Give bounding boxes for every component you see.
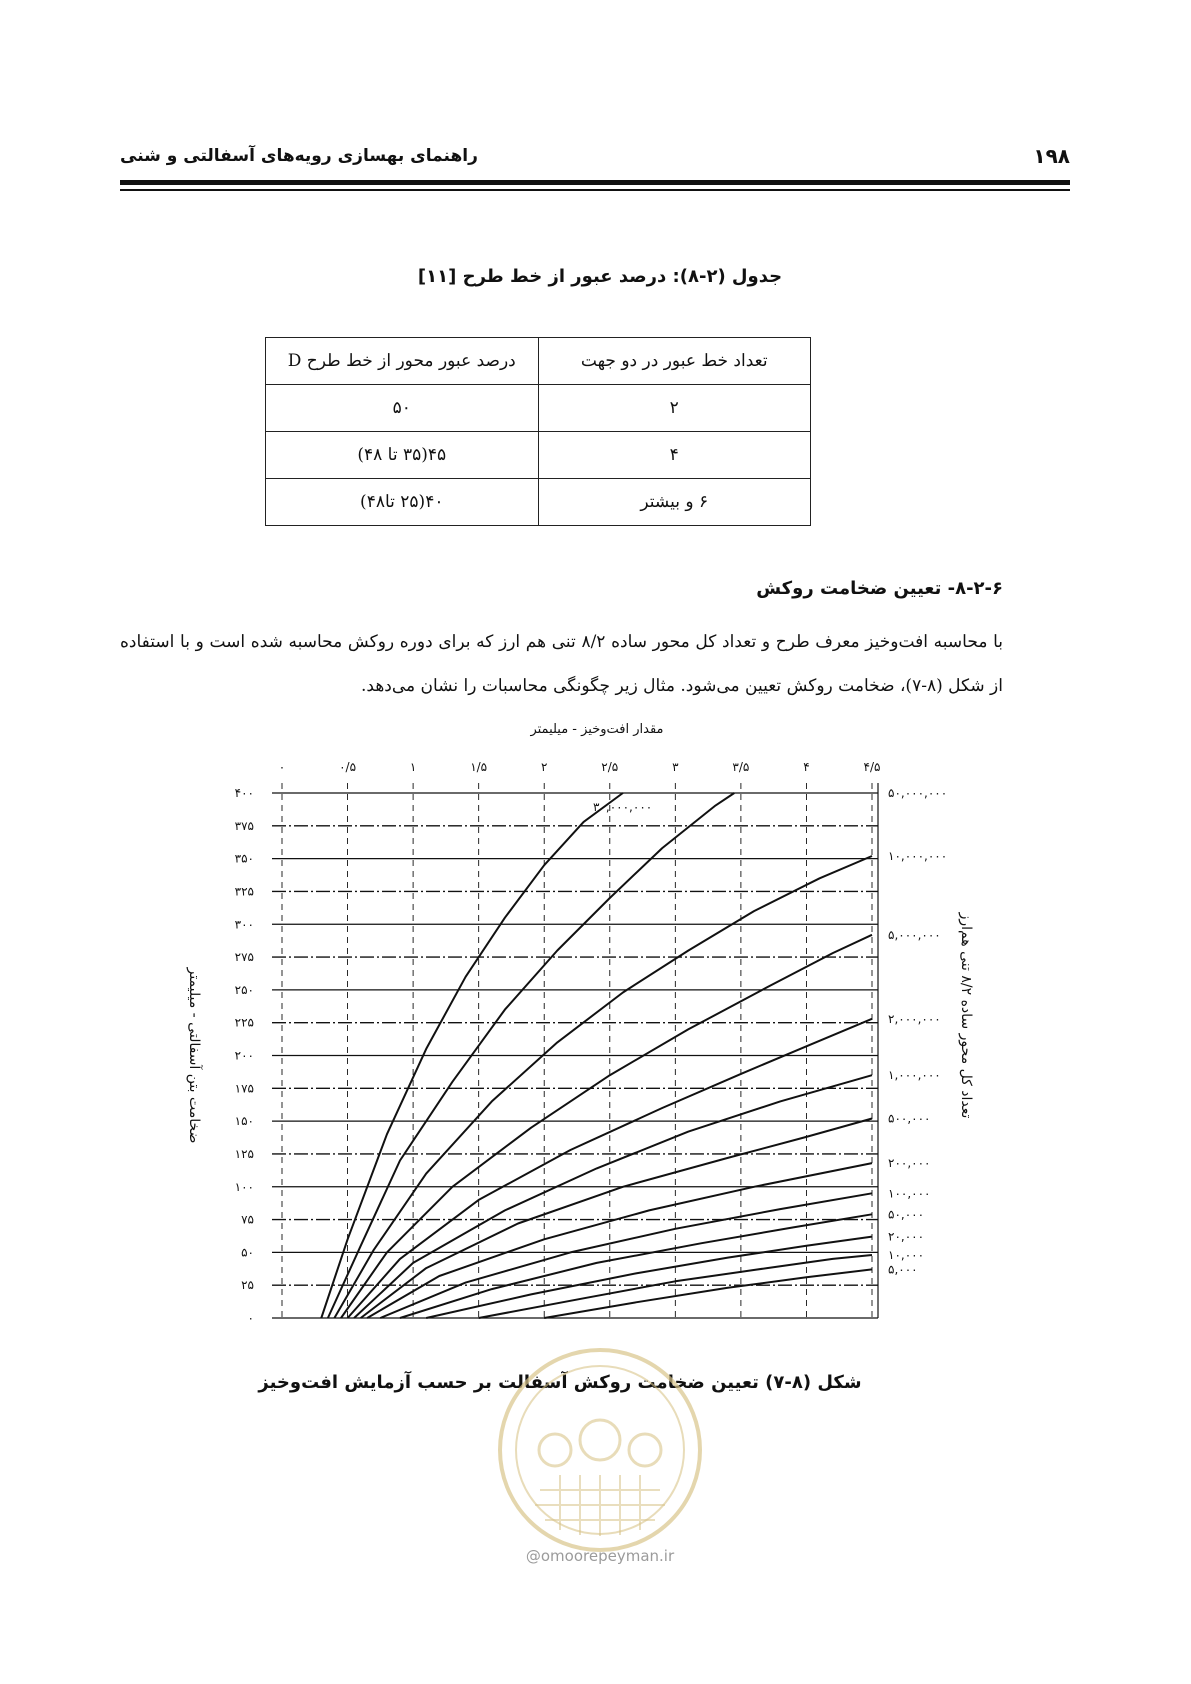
x-tick-label: ۴ <box>803 760 810 774</box>
series-label: ۵,۰۰۰ <box>888 1262 918 1277</box>
x-tick-label: ۱/۵ <box>470 760 488 774</box>
section-heading: ۸-۲-۶- تعیین ضخامت روکش <box>756 578 1003 599</box>
y-axis-title: ضخامت بتن آسفالتی - میلیمتر <box>186 967 202 1144</box>
y-tick-label: ۴۰۰ <box>234 786 254 800</box>
series-label: ۱۰,۰۰۰ <box>888 1248 925 1262</box>
page-number: ۱۹۸ <box>1033 144 1070 168</box>
x-tick-label: ۲/۵ <box>601 760 619 774</box>
y-tick-label: ۲۵ <box>241 1278 254 1293</box>
x-tick-label: ۴/۵ <box>863 760 881 774</box>
x-axis-title: مقدار افت‌وخیز - میلیمتر <box>530 722 664 737</box>
x-tick-label: ۱ <box>409 760 417 774</box>
y-tick-label: ۱۰۰ <box>234 1179 254 1194</box>
y-tick-label: ۵۰ <box>241 1245 254 1260</box>
x-tick-label: ۲ <box>540 760 548 774</box>
series-label: ۲۰۰,۰۰۰ <box>888 1156 931 1171</box>
y-tick-label: ۲۲۵ <box>234 1015 254 1030</box>
series-label: ۱۰۰,۰۰۰ <box>888 1186 931 1201</box>
series-line <box>479 1255 872 1318</box>
y-tick-label: ۲۷۵ <box>234 950 254 965</box>
x-tick-label: ۳ <box>672 760 679 774</box>
y-tick-label: ۳۵۰ <box>234 851 254 866</box>
series-label: ۵۰,۰۰۰,۰۰۰ <box>888 786 948 800</box>
series-label: ۲,۰۰۰,۰۰۰ <box>888 1011 941 1026</box>
table-caption: جدول (۲-۸): درصد عبور از خط طرح [۱۱] <box>417 266 783 287</box>
series-line <box>361 1119 872 1319</box>
y-tick-label: ۰ <box>247 1311 254 1325</box>
stamp-logo <box>480 1340 720 1560</box>
y-tick-label: ۱۵۰ <box>234 1114 254 1129</box>
y-tick-label: ۱۷۵ <box>234 1081 254 1096</box>
series-label: ۳۰,۰۰۰,۰۰۰ <box>593 800 653 814</box>
x-tick-label: ۰ <box>278 760 286 774</box>
x-tick-label: ۰/۵ <box>339 760 357 774</box>
table-cell: ۲ <box>538 385 811 432</box>
series-label: ۵,۰۰۰,۰۰۰ <box>888 927 941 942</box>
y-tick-label: ۳۰۰ <box>234 917 254 932</box>
series-label: ۱,۰۰۰,۰۰۰ <box>888 1068 941 1083</box>
watermark-url: @omoorepeyman.ir <box>525 1547 675 1565</box>
y-tick-label: ۱۲۵ <box>234 1146 254 1161</box>
x-tick-label: ۳/۵ <box>732 760 750 774</box>
figure-caption: شکل (۸-۷) تعیین ضخامت روکش آسفالت بر حسب آزمایش افت‌وخیز <box>258 1372 862 1393</box>
y-tick-label: ۲۰۰ <box>234 1048 254 1063</box>
right-axis-title: تعداد کل محور ساده ۸/۲ تنی هم‌ارز <box>958 912 974 1119</box>
table-cell: ۴۵(۳۵ تا ۴۸) <box>266 432 539 479</box>
y-tick-label: ۲۵۰ <box>234 982 254 997</box>
series-label: ۵۰,۰۰۰ <box>888 1207 925 1222</box>
table-cell: ۵۰ <box>266 385 539 432</box>
table-header-cell: درصد عبور محور از خط طرح D <box>266 338 539 385</box>
y-tick-label: ۳۷۵ <box>234 818 254 833</box>
series-label: ۱۰,۰۰۰,۰۰۰ <box>888 849 948 863</box>
table-cell: ۴ <box>538 432 811 479</box>
series-label: ۵۰۰,۰۰۰ <box>888 1111 931 1126</box>
table-header-cell: تعداد خط عبور در دو جهت <box>538 338 811 385</box>
section-paragraph: با محاسبه افت‌وخیز معرف طرح و تعداد کل محور ساده ۸/۲ تنی هم ارز که برای دوره روکش محاسبه شده است و با استفاده از شکل (۸-۷)، ضخامت روکش تعیین می‌شود. مثال زیر چگونگی محاسبات را نشان می‌دهد. <box>120 632 1003 696</box>
table-cell: ۶ و بیشتر <box>538 479 811 526</box>
y-tick-label: ۷۵ <box>241 1212 254 1227</box>
series-label: ۲۰,۰۰۰ <box>888 1229 925 1244</box>
table-cell: ۴۰(۲۵ تا۴۸) <box>266 479 539 526</box>
running-title: راهنمای بهسازی رویه‌های آسفالتی و شنی <box>120 146 478 166</box>
y-tick-label: ۳۲۵ <box>234 884 254 899</box>
